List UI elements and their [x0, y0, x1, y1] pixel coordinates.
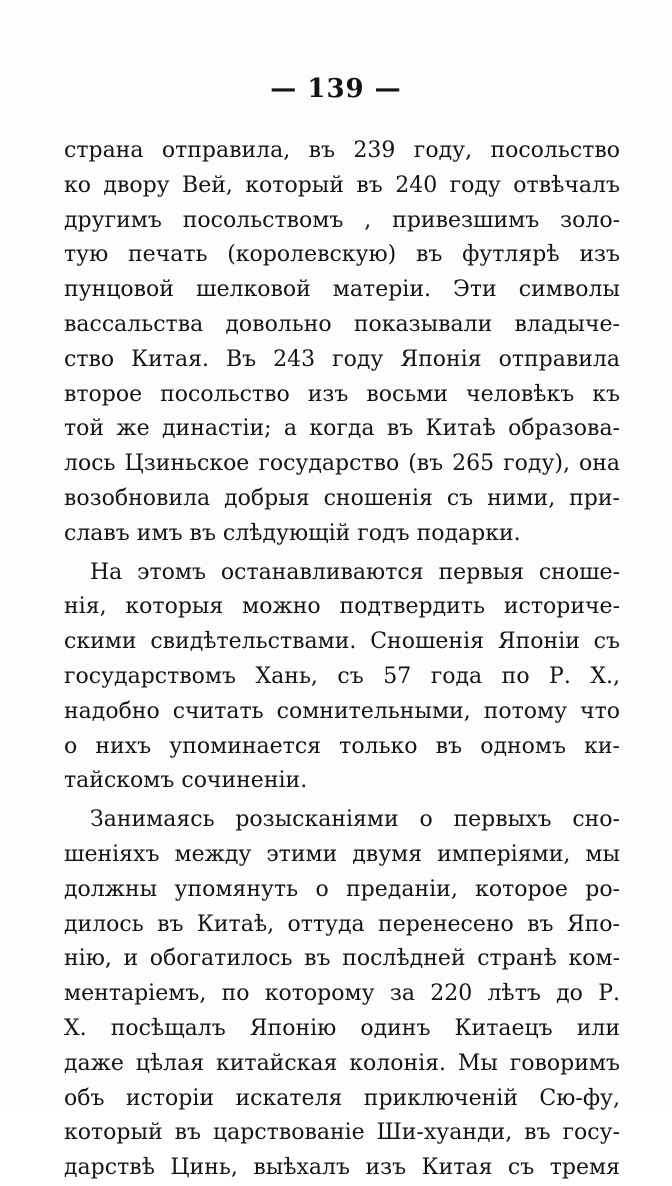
- body-text: [64, 134, 620, 1186]
- paragraph-1: [64, 134, 620, 552]
- text-line: дилось въ Китаѣ, оттуда перенесено въ Япо-: [64, 911, 620, 937]
- text-line: второе посольство изъ восьми человѣкъ къ: [64, 381, 620, 407]
- text-line: даже цѣлая китайская колонія. Мы говоримъ: [64, 1050, 620, 1076]
- text-line: нію, и обогатилось въ послѣдней странѣ ком-: [64, 946, 620, 972]
- text-line: Занимаясь розысканіями о первыхъ сно-: [90, 807, 620, 833]
- text-line: лось Цзиньское государство (въ 265 году), она: [64, 451, 620, 477]
- text-line: государствомъ Хань, съ 57 года по Р. Х.,: [64, 663, 620, 689]
- text-line: ментаріемъ, по которому за 220 лѣтъ до Р.: [64, 981, 620, 1007]
- text-line: вассальства довольно показывали владыче-: [64, 311, 620, 337]
- text-line: пунцовой шелковой матеріи. Эти символы: [64, 277, 620, 303]
- text-line: возобновила добрыя сношенія съ ними, при-: [64, 485, 620, 511]
- text-line: скими свидѣтельствами. Сношенія Японіи съ: [64, 629, 620, 655]
- text-line: надобно считать сомнительными, потому что: [64, 698, 620, 724]
- text-line: который въ царствованіе Ши-хуанди, въ госу-: [64, 1120, 620, 1146]
- text-line: тайскомъ сочиненіи.: [64, 768, 308, 794]
- text-line: тую печать (королевскую) въ футлярѣ изъ: [64, 242, 620, 268]
- text-line: другимъ посольствомъ , привезшимъ золо-: [64, 207, 620, 233]
- text-line: Х. посѣщалъ Японію одинъ Китаецъ или: [64, 1015, 620, 1041]
- page-number: — 139 —: [270, 74, 402, 104]
- text-line: объ исторіи искателя приключеній Сю-фу,: [64, 1085, 620, 1111]
- text-line: славъ имъ въ слѣдующій годъ подарки.: [64, 520, 521, 546]
- text-line: дарствѣ Цинь, выѣхалъ изъ Китая съ тремя: [64, 1155, 620, 1181]
- text-line: о нихъ упоминается только въ одномъ ки-: [64, 733, 620, 759]
- text-line: шеніяхъ между этими двумя имперіями, мы: [64, 841, 620, 867]
- text-line: той же династіи; а когда въ Китаѣ образова-: [64, 416, 620, 442]
- paragraph-2: [64, 556, 620, 800]
- text-line: страна отправила, въ 239 году, посольство: [64, 138, 620, 163]
- text-line: ко двору Вей, который въ 240 году отвѣчалъ: [64, 172, 620, 198]
- paragraph-3: [64, 803, 620, 1186]
- text-line: На этомъ останавливаются первыя сноше-: [90, 559, 620, 585]
- text-line: должны упомянуть о преданіи, которое ро-: [64, 876, 620, 902]
- text-line: нія, которыя можно подтвердить историче-: [64, 594, 620, 620]
- text-line: ство Китая. Въ 243 году Японія отправила: [64, 346, 620, 372]
